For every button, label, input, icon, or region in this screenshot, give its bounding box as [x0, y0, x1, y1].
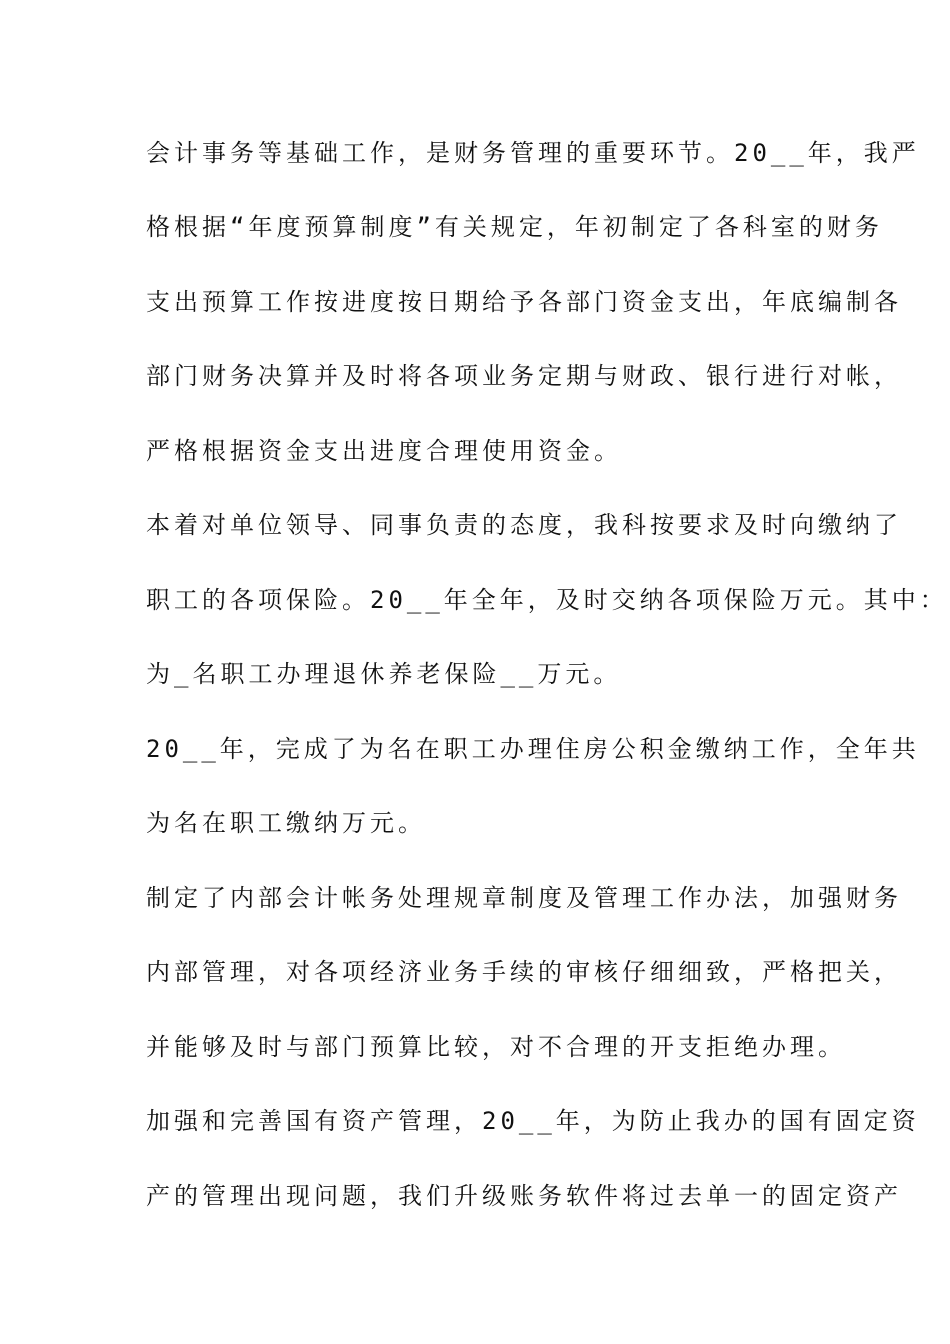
text-line: 本着对单位领导、同事负责的态度，我科按要求及时向缴纳了: [146, 511, 902, 539]
text-line: 格根据“年度预算制度”有关规定，年初制定了各科室的财务: [146, 213, 883, 241]
text-line: 制定了内部会计帐务处理规章制度及管理工作办法，加强财务: [146, 884, 902, 912]
text-line: 20__年，完成了为名在职工办理住房公积金缴纳工作，全年共: [146, 735, 920, 763]
text-line: 产的管理出现问题，我们升级账务软件将过去单一的固定资产: [146, 1182, 902, 1210]
text-line: 会计事务等基础工作，是财务管理的重要环节。20__年，我严: [146, 139, 920, 167]
text-line: 部门财务决算并及时将各项业务定期与财政、银行进行对帐，: [146, 362, 902, 390]
text-line: 严格根据资金支出进度合理使用资金。: [146, 437, 622, 465]
text-line: 为名在职工缴纳万元。: [146, 809, 426, 837]
text-line: 加强和完善国有资产管理，20__年，为防止我办的国有固定资: [146, 1107, 920, 1135]
text-line: 并能够及时与部门预算比较，对不合理的开支拒绝办理。: [146, 1033, 846, 1061]
text-line: 内部管理，对各项经济业务手续的审核仔细细致，严格把关，: [146, 958, 902, 986]
text-line: 职工的各项保险。20__年全年，及时交纳各项保险万元。其中：: [146, 586, 948, 614]
text-line: 为_名职工办理退休养老保险__万元。: [146, 660, 622, 688]
text-line: 支出预算工作按进度按日期给予各部门资金支出，年底编制各: [146, 288, 902, 316]
